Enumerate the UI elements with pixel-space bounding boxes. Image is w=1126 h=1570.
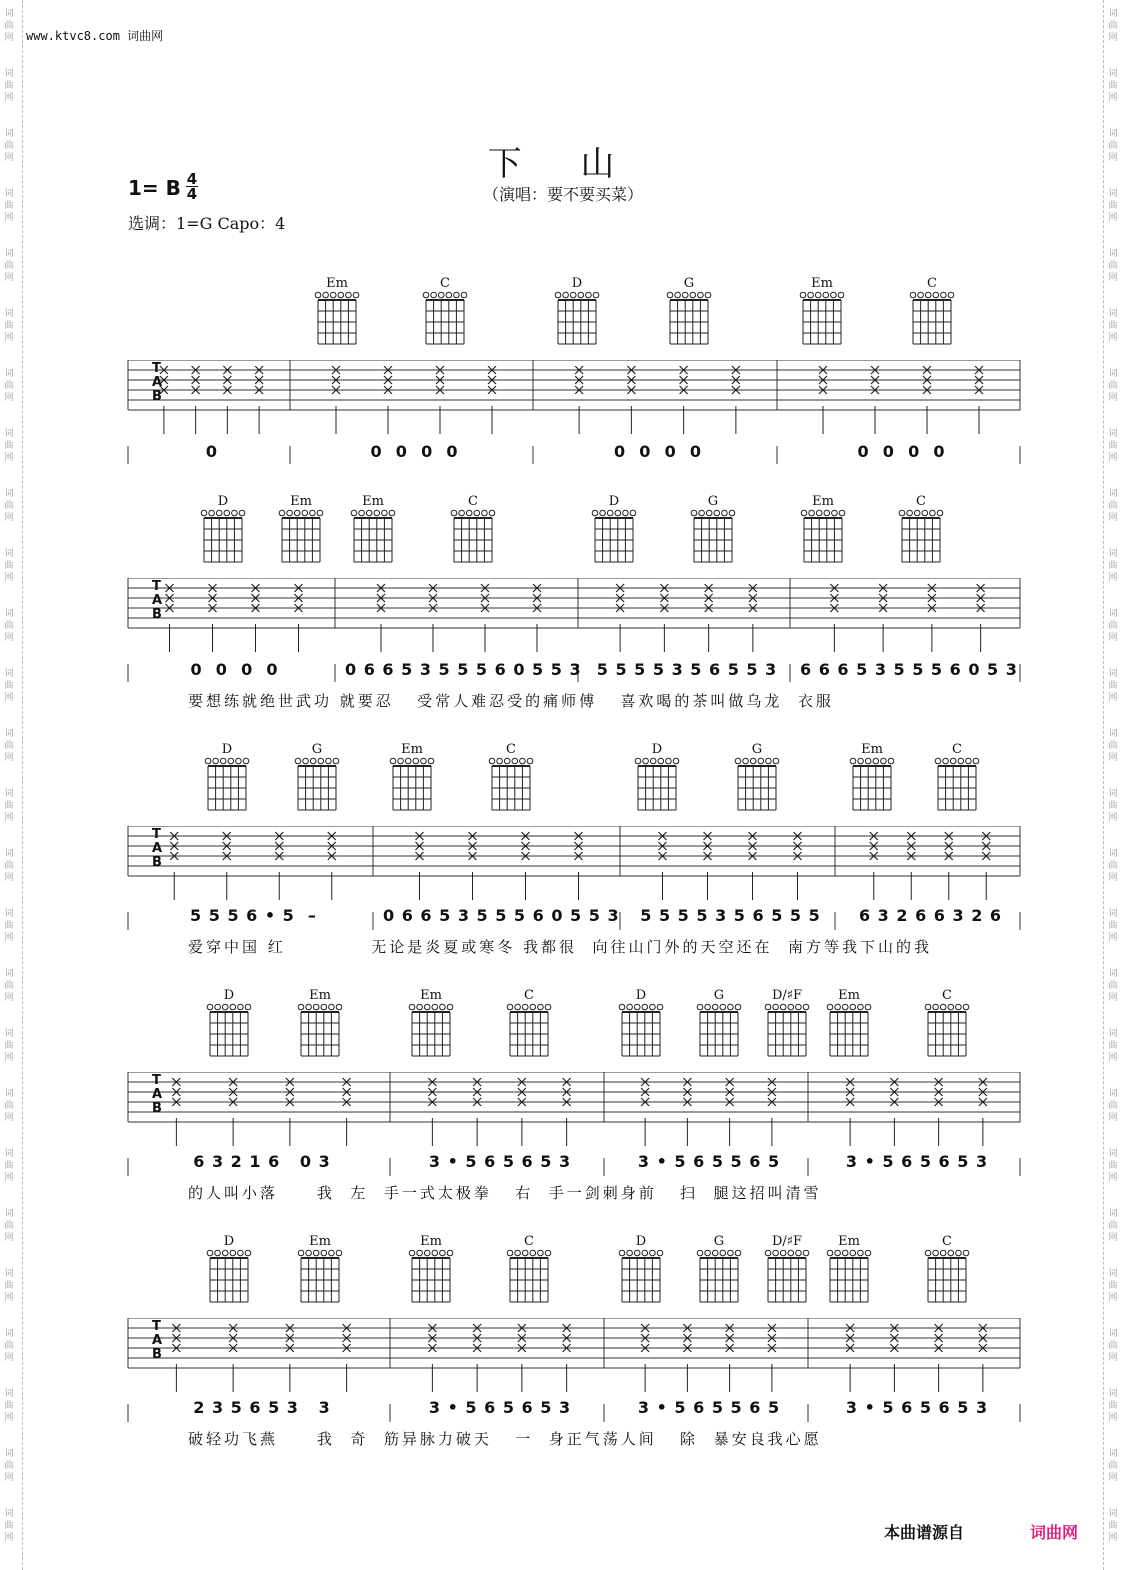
- chord-diagram: [662, 276, 716, 350]
- jianpu-measure: 0: [205, 442, 219, 461]
- chord-name: Em: [362, 494, 384, 509]
- side-watermark-text: 词曲网: [4, 789, 14, 823]
- side-watermark-text: 词曲网: [4, 129, 14, 163]
- side-watermark-text: 词曲网: [4, 369, 14, 403]
- chord-name: D: [608, 494, 620, 509]
- tab-clef: T A B: [152, 827, 163, 870]
- chord-diagram: [930, 742, 984, 816]
- chord-name: Em: [309, 988, 331, 1003]
- chord-diagram: [920, 1234, 974, 1308]
- tab-clef: T A B: [152, 579, 163, 622]
- jianpu-measure: 3 • 5 6 5 6 5 3: [428, 1398, 572, 1417]
- side-watermark-text: 词曲网: [4, 1269, 14, 1303]
- chord-diagram: [293, 1234, 347, 1308]
- chord-diagram: [418, 276, 472, 350]
- jianpu-measure: 6 3 2 6 6 3 2 6: [858, 906, 1003, 925]
- chord-diagram: [310, 276, 364, 350]
- time-sig-bottom: 4: [186, 185, 198, 203]
- chord-diagram: [274, 494, 328, 568]
- side-watermark-text: 词曲网: [1108, 1269, 1118, 1303]
- chord-name: D: [217, 494, 229, 509]
- footer-label: 本曲谱源自: [884, 1523, 965, 1542]
- side-watermark-text: 词曲网: [1108, 429, 1118, 463]
- chord-diagram: [760, 1234, 814, 1308]
- tab-staff: [0, 578, 1126, 698]
- chord-name: D: [635, 988, 647, 1003]
- side-watermark-text: 词曲网: [1108, 729, 1118, 763]
- chord-diagram: [686, 494, 740, 568]
- side-watermark-text: 词曲网: [1108, 1329, 1118, 1363]
- side-watermark-text: 词曲网: [4, 9, 14, 43]
- chord-name: D/♯F: [771, 1234, 803, 1249]
- side-watermark-text: 词曲网: [4, 849, 14, 883]
- side-watermark-text: 词曲网: [4, 1449, 14, 1483]
- chord-name: D: [221, 742, 233, 757]
- tab-clef: T A B: [152, 1073, 163, 1116]
- jianpu-measure: 2 3 5 6 5 3 3: [193, 1398, 331, 1417]
- chord-name: C: [942, 1234, 952, 1249]
- side-watermark-text: 词曲网: [4, 429, 14, 463]
- jianpu-measure: 0 6 6 5 3 5 5 5 6 0 5 5 3: [383, 906, 620, 925]
- chord-diagram: [290, 742, 344, 816]
- chord-name: Em: [401, 742, 423, 757]
- chord-diagram: [822, 1234, 876, 1308]
- side-watermark-text: 词曲网: [1108, 1389, 1118, 1423]
- side-watermark-text: 词曲网: [1108, 789, 1118, 823]
- chord-name: Em: [811, 276, 833, 291]
- chord-diagram: [845, 742, 899, 816]
- chord-diagram: [587, 494, 641, 568]
- chord-name: G: [713, 1234, 725, 1249]
- chord-name: D: [223, 988, 235, 1003]
- side-watermark-text: 词曲网: [1108, 609, 1118, 643]
- chord-diagram: [692, 988, 746, 1062]
- chord-diagram: [502, 988, 556, 1062]
- time-signature: [186, 172, 198, 201]
- chord-name: C: [468, 494, 478, 509]
- side-watermark-text: 词曲网: [1108, 489, 1118, 523]
- tab-staff: [0, 826, 1126, 946]
- chord-diagram: [822, 988, 876, 1062]
- chord-name: D: [571, 276, 583, 291]
- side-watermark-text: 词曲网: [4, 909, 14, 943]
- chord-name: Em: [861, 742, 883, 757]
- chord-name: Em: [326, 276, 348, 291]
- chord-name: Em: [420, 1234, 442, 1249]
- jianpu-measure: 3 • 5 6 5 5 6 5: [637, 1152, 781, 1171]
- side-watermark-text: 词曲网: [1108, 189, 1118, 223]
- chord-diagram: [385, 742, 439, 816]
- jianpu-measure: 3 • 5 6 5 6 5 3: [845, 1152, 989, 1171]
- lyrics-line: 爱穿中国 红 无论是炎夏或寒冬 我都很 向往山门外的天空还在 南方等我下山的我: [188, 938, 933, 956]
- jianpu-measure: 5 5 5 5 3 5 6 5 5 5: [640, 906, 821, 925]
- chord-name: C: [952, 742, 962, 757]
- chord-diagram: [202, 1234, 256, 1308]
- chord-diagram: [550, 276, 604, 350]
- side-watermark-text: 词曲网: [1108, 1209, 1118, 1243]
- capo-info: 选调：1=G Capo：4: [128, 214, 286, 233]
- side-watermark-text: 词曲网: [1108, 969, 1118, 1003]
- chord-name: Em: [290, 494, 312, 509]
- chord-diagram: [200, 742, 254, 816]
- chord-diagram: [920, 988, 974, 1062]
- jianpu-measure: 5 5 5 5 3 5 6 5 5 3: [596, 660, 778, 679]
- side-watermark-text: 词曲网: [1108, 309, 1118, 343]
- side-watermark-text: 词曲网: [4, 189, 14, 223]
- side-watermark-text: 词曲网: [1108, 369, 1118, 403]
- side-watermark-text: 词曲网: [1108, 69, 1118, 103]
- chord-diagram: [894, 494, 948, 568]
- chord-diagram: [795, 276, 849, 350]
- side-watermark-text: 词曲网: [4, 1389, 14, 1423]
- side-watermark-text: 词曲网: [4, 669, 14, 703]
- jianpu-measure: 0 6 6 5 3 5 5 5 6 0 5 5 3: [345, 660, 582, 679]
- chord-name: G: [707, 494, 719, 509]
- side-watermark-text: 词曲网: [1108, 1509, 1118, 1543]
- chord-diagram: [404, 1234, 458, 1308]
- chord-name: G: [683, 276, 695, 291]
- jianpu-measure: 5 5 5 6 • 5 –: [190, 906, 317, 925]
- lyrics-line: 破轻功飞燕 我 奇 筋异脉力破天 一 身正气荡人间 除 暴安良我心愿: [188, 1430, 822, 1448]
- side-watermark-text: 词曲网: [1108, 1029, 1118, 1063]
- chord-diagram: [293, 988, 347, 1062]
- chord-diagram: [502, 1234, 556, 1308]
- side-watermark-text: 词曲网: [4, 1329, 14, 1363]
- tab-clef: T A B: [152, 1319, 163, 1362]
- chord-name: C: [942, 988, 952, 1003]
- side-watermark-text: 词曲网: [4, 1209, 14, 1243]
- chord-name: Em: [812, 494, 834, 509]
- time-sig-top: 4: [186, 170, 198, 188]
- chord-diagram: [630, 742, 684, 816]
- chord-diagram: [760, 988, 814, 1062]
- chord-diagram: [404, 988, 458, 1062]
- chord-name: C: [916, 494, 926, 509]
- chord-name: Em: [420, 988, 442, 1003]
- chord-name: Em: [838, 988, 860, 1003]
- chord-name: C: [524, 1234, 534, 1249]
- side-watermark-text: 词曲网: [4, 69, 14, 103]
- jianpu-measure: 0 0 0 0: [857, 442, 946, 461]
- chord-diagram: [796, 494, 850, 568]
- chord-name: C: [440, 276, 450, 291]
- chord-name: Em: [838, 1234, 860, 1249]
- side-watermark-text: 词曲网: [1108, 249, 1118, 283]
- side-watermark-text: 词曲网: [4, 969, 14, 1003]
- singer-label: （演唱：要不要买菜）: [482, 185, 643, 204]
- jianpu-measure: 0 0 0 0: [614, 442, 702, 461]
- side-watermark-text: 词曲网: [1108, 1449, 1118, 1483]
- side-watermark-text: 词曲网: [1108, 549, 1118, 583]
- side-watermark-text: 词曲网: [1108, 909, 1118, 943]
- jianpu-measure: 0 0 0 0: [190, 660, 279, 679]
- chord-diagram: [202, 988, 256, 1062]
- tab-clef: T A B: [152, 361, 163, 404]
- chord-diagram: [905, 276, 959, 350]
- chord-name: C: [927, 276, 937, 291]
- side-watermark-text: 词曲网: [4, 729, 14, 763]
- chord-name: G: [311, 742, 323, 757]
- side-watermark-text: 词曲网: [4, 549, 14, 583]
- tab-staff: [0, 360, 1126, 480]
- song-title: 下 山: [487, 144, 639, 184]
- side-watermark-text: 词曲网: [4, 1089, 14, 1123]
- jianpu-measure: 3 • 5 6 5 6 5 3: [428, 1152, 572, 1171]
- side-watermark-text: 词曲网: [1108, 669, 1118, 703]
- jianpu-measure: 6 3 2 1 6 0 3: [193, 1152, 331, 1171]
- side-watermark-text: 词曲网: [4, 609, 14, 643]
- chord-diagram: [196, 494, 250, 568]
- side-watermark-text: 词曲网: [1108, 849, 1118, 883]
- lyrics-line: 的人叫小落 我 左 手一式太极拳 右 手一剑刺身前 扫 腿这招叫清雪: [188, 1184, 822, 1202]
- side-watermark-text: 词曲网: [4, 489, 14, 523]
- chord-diagram: [346, 494, 400, 568]
- side-watermark-text: 词曲网: [1108, 1149, 1118, 1183]
- side-watermark-text: 词曲网: [4, 1509, 14, 1543]
- chord-name: C: [506, 742, 516, 757]
- chord-diagram: [614, 1234, 668, 1308]
- side-watermark-text: 词曲网: [1108, 1089, 1118, 1123]
- tab-staff: [0, 1318, 1126, 1438]
- chord-diagram: [730, 742, 784, 816]
- chord-name: G: [751, 742, 763, 757]
- side-watermark-text: 词曲网: [1108, 9, 1118, 43]
- jianpu-measure: 6 6 6 5 3 5 5 5 6 0 5 3: [800, 660, 1018, 679]
- chord-diagram: [484, 742, 538, 816]
- site-watermark: www.ktvc8.com 词曲网: [26, 29, 164, 43]
- chord-name: D: [223, 1234, 235, 1249]
- chord-diagram: [614, 988, 668, 1062]
- chord-diagram: [446, 494, 500, 568]
- chord-name: D: [635, 1234, 647, 1249]
- key-signature: 1= B: [128, 176, 181, 200]
- chord-name: Em: [309, 1234, 331, 1249]
- chord-name: G: [713, 988, 725, 1003]
- side-watermark-text: 词曲网: [4, 1029, 14, 1063]
- side-watermark-text: 词曲网: [1108, 129, 1118, 163]
- side-watermark-text: 词曲网: [4, 309, 14, 343]
- chord-name: D: [651, 742, 663, 757]
- jianpu-measure: 3 • 5 6 5 6 5 3: [845, 1398, 989, 1417]
- chord-name: D/♯F: [771, 988, 803, 1003]
- lyrics-line: 要想练就绝世武功 就要忍 受常人难忍受的痛师傅 喜欢喝的茶叫做乌龙 衣服: [188, 692, 834, 710]
- jianpu-measure: 0 0 0 0: [370, 442, 459, 461]
- footer-brand: 词曲网: [1030, 1523, 1079, 1542]
- chord-diagram: [692, 1234, 746, 1308]
- tab-staff: [0, 1072, 1126, 1192]
- side-watermark-text: 词曲网: [4, 1149, 14, 1183]
- chord-name: C: [524, 988, 534, 1003]
- side-watermark-text: 词曲网: [4, 249, 14, 283]
- jianpu-measure: 3 • 5 6 5 5 6 5: [637, 1398, 781, 1417]
